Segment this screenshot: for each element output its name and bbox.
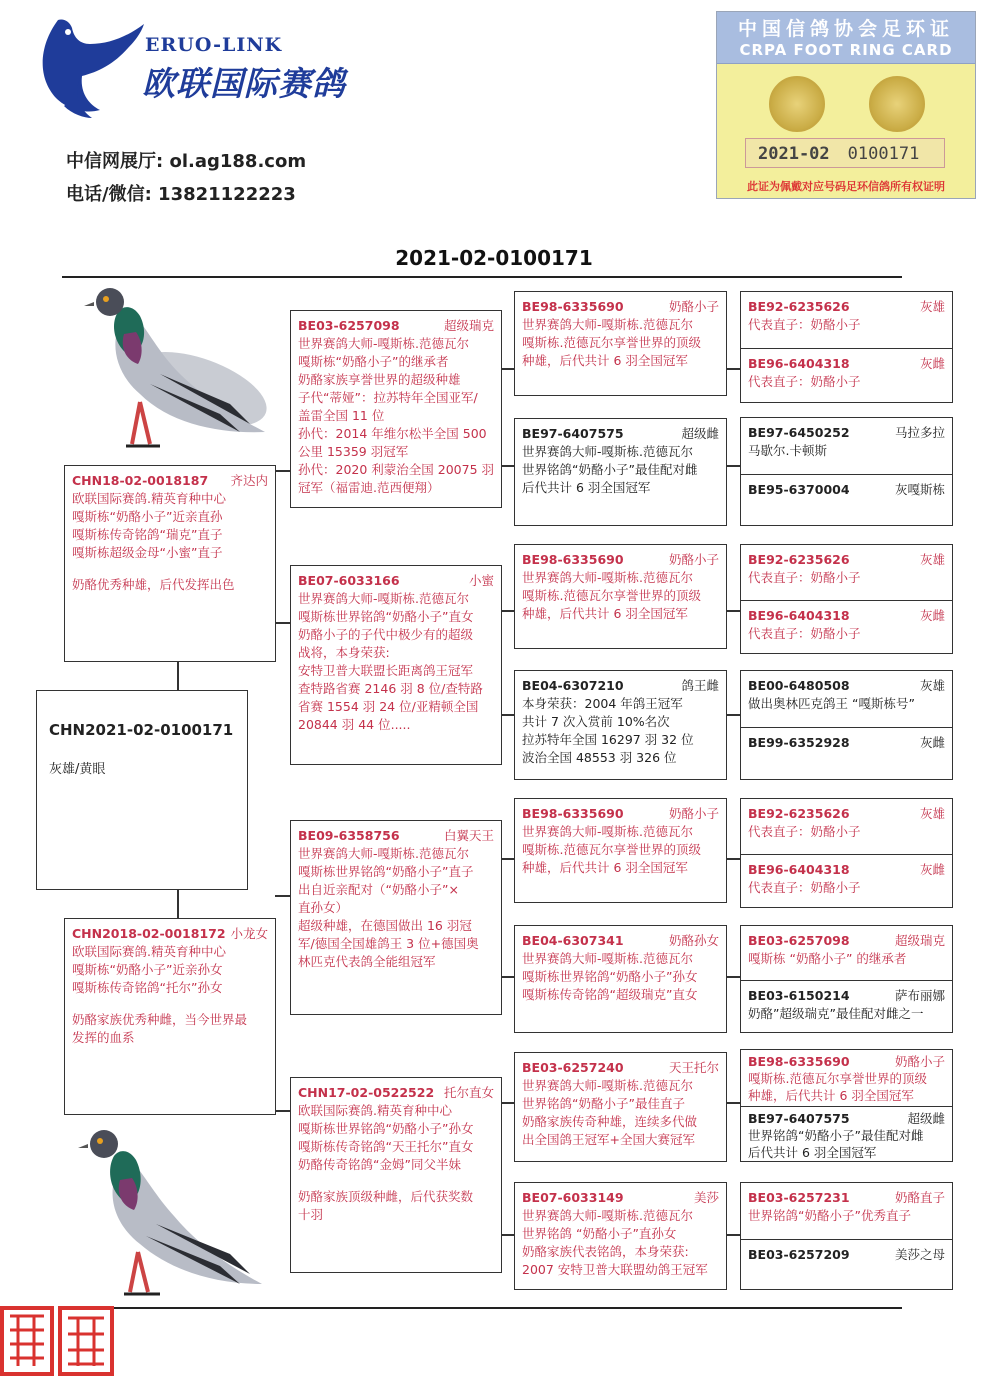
dam-dam-box [290,1077,502,1273]
connector-line [727,714,740,716]
pigeon-name: 奶酪小子 [668,552,719,567]
pigeon-name: 灰雄 [919,299,945,314]
pigeon-ring-number: BE07-6033149 [522,1190,624,1205]
pigeon-description: 世界铭鸽“奶酪小子”优秀直子 [748,1208,911,1223]
pigeon-description: 世界赛鸽大师-嘎斯栋.范德瓦尔 嘎斯栋世界铭鸽“奶酪小子”孙女 嘎斯栋传奇铭鸽“超级瑞克”直女 [522,951,698,1002]
pigeon-ring-number: BE09-6358756 [298,828,400,843]
subject-pigeon-box [36,690,248,890]
pigeon-ring-number: BE98-6335690 [748,1054,850,1069]
connector-line [502,714,514,716]
pigeon-name: 灰嘎斯栋 [894,482,945,497]
pigeon-description: 世界赛鸽大师-嘎斯栋.范德瓦尔 世界铭鸽“奶酪小子”最佳配对雌 后代共计 6 羽全国冠军 [522,444,698,495]
eruo-link-bird-logo [28,14,146,124]
sire-ring-number: CHN18-02-0018187 [72,473,209,488]
pigeon-name: 超级瑞克 [443,318,494,333]
pigeon-name: 灰雌 [919,356,945,371]
pigeon-name: 奶酪小子 [668,806,719,821]
pigeon-ring-number: BE96-6404318 [748,356,850,371]
pigeon-ring-number: BE07-6033166 [298,573,400,588]
pigeon-description: 世界赛鸽大师-嘎斯栋.范德瓦尔 嘎斯栋.范德瓦尔享誉世界的顶级 种雄，后代共计 6 羽全国冠军 [522,317,701,368]
pigeon-ring-number: BE00-6480508 [748,678,850,693]
pigeon-name: 奶酪孙女 [668,933,719,948]
pigeon-name: 灰雌 [919,608,945,623]
pigeon-description: 马歇尔.卡顿斯 [748,443,827,458]
connector-line [727,1234,740,1236]
gen3-box [514,291,727,396]
pigeon-name: 灰雄 [919,806,945,821]
pigeon-name: 白翼天王 [443,828,494,843]
connector-line [727,610,740,612]
pigeon-ring-number: BE97-6407575 [748,1111,850,1126]
gen4-pair-box [740,291,953,403]
dam-note: 奶酪家族优秀种雌，当今世界最 发挥的血系 [72,1012,248,1045]
sire-name: 齐达内 [230,473,268,488]
pigeon-name: 奶酪小子 [894,1054,945,1069]
pigeon-ring-number: BE99-6352928 [748,735,850,750]
connector-line [177,889,179,918]
pigeon-name: 超级雌 [907,1111,945,1126]
ring-number: 0100171 [847,144,920,164]
pigeon-name: 灰雌 [919,735,945,750]
pigeon-name: 托尔直女 [443,1085,494,1100]
dam-name: 小龙女 [230,926,268,941]
pigeon-ring-number: CHN17-02-0522522 [298,1085,435,1100]
pigeon-ring-number: BE03-6257231 [748,1190,850,1205]
ring-prefix: 2021-02 [758,144,830,164]
connector-line [502,610,514,612]
pigeon-description: 世界铭鸽“奶酪小子”最佳配对雌 后代共计 6 羽全国冠军 [748,1128,924,1160]
website-contact: 中信网展厅: ol.ag188.com [66,151,307,172]
connector-line [502,1234,514,1236]
pigeon-ring-number: BE97-6407575 [522,426,624,441]
pigeon-ring-number: BE92-6235626 [748,552,850,567]
pigeon-ring-number: BE03-6257209 [748,1247,850,1262]
pigeon-description: 本身荣获：2004 年鸽王冠军 共计 7 次入赏前 10%名次 拉苏特年全国 16297 羽 32 位 波治全国 48553 羽 326 位 [522,696,694,765]
pigeon-description: 世界赛鸽大师-嘎斯栋.范德瓦尔 嘎斯栋世界铭鸽“奶酪小子”直子 出自近亲配对（“奶酪小子”× 直孙女） 超级种雄，在德国做出 16 羽冠 军/德国全国雄鸽王 3 位+德国奥 林匹克代表鸽全能组冠军 [298,846,479,969]
gen3-box [514,670,727,780]
pigeon-name: 萨布丽娜 [894,988,945,1003]
gen4-pair-box [740,1049,953,1162]
pigeon-ring-number: BE04-6307210 [522,678,624,693]
ring-card-note: 此证为佩戴对应号码足环信鸽所有权证明 [747,180,945,193]
connector-line [727,465,740,467]
pigeon-name: 灰雄 [919,552,945,567]
pigeon-description: 世界赛鸽大师-嘎斯栋.范德瓦尔 嘎斯栋“奶酪小子”的继承者 奶酪家族享誉世界的超级种雄 子代“蒂娅”：拉苏特年全国亚军/ 盖雷全国 11 位 孙代：2014 年维尔松半全国 500 公里 15359 羽冠军 孙代：2020 利蒙治全国 20075 羽 冠军（福雷迪.范西便翔） [298,336,494,495]
ring-card-title-en: CRPA FOOT RING CARD [739,41,953,59]
pigeon-description: 世界赛鸽大师-嘎斯栋.范德瓦尔 嘎斯栋世界铭鸽“奶酪小子”直女 奶酪小子的子代中极少有的超级 战将，本身荣获: 安特卫普大联盟长距离鸽王冠军 查特路省赛 2146 羽 8 位/查特路 省赛 1554 羽 24 位/亚精顿全国 20844 羽 44 位..... [298,591,483,732]
pedigree-title: 2021-02-0100171 [395,246,593,270]
gen3-box [514,925,727,1033]
pigeon-ring-number: BE96-6404318 [748,862,850,877]
connector-line [275,1110,290,1112]
gen3-box [514,1052,727,1162]
pigeon-name: 超级雌 [681,426,719,441]
sire-sire-box [290,310,502,508]
connector-line [502,858,514,860]
connector-line [177,661,179,690]
gen3-box [514,544,727,649]
sire-description: 欧联国际赛鸽.精英育种中心 嘎斯栋“奶酪小子”近亲直孙 嘎斯栋传奇铭鸽“瑞克”直子 嘎斯栋超级金母“小蜜”直子 [72,491,226,560]
gen4-pair-box [740,798,953,908]
pigeon-ring-number: BE03-6257098 [748,933,850,948]
pigeon-description: 世界赛鸽大师-嘎斯栋.范德瓦尔 世界铭鸽 “奶酪小子”直孙女 奶酪家族代表铭鸽，本身荣获: 2007 安特卫普大联盟幼鸽王冠军 [522,1208,708,1277]
pigeon-note: 奶酪家族顶级种雌，后代获奖数 十羽 [298,1189,474,1222]
sire-box [64,465,276,662]
pigeon-description: 世界赛鸽大师-嘎斯栋.范德瓦尔 嘎斯栋.范德瓦尔享誉世界的顶级 种雄，后代共计 6 羽全国冠军 [522,570,701,621]
gen3-box [514,798,727,903]
logo-english-text: ERUO-LINK [145,34,283,56]
ring-number-field [745,138,945,168]
pigeon-ring-number: BE04-6307341 [522,933,624,948]
connector-line [502,976,514,978]
connector-line [502,368,514,370]
red-seal-stamp-icon [0,1300,115,1378]
pigeon-name: 天王托尔 [668,1060,719,1075]
foot-ring-card [716,11,976,199]
pigeon-description: 代表直子：奶酪小子 [748,570,861,585]
pigeon-description: 代表直子：奶酪小子 [748,824,861,839]
pigeon-ring-number: BE03-6257098 [298,318,400,333]
pigeon-ring-number: BE92-6235626 [748,299,850,314]
pigeon-ring-number: BE95-6370004 [748,482,850,497]
dam-pigeon-illustration [74,1124,264,1310]
pigeon-name: 小蜜 [468,573,494,588]
connector-line [727,368,740,370]
logo-chinese-text: 欧联国际赛鸽 [142,64,346,103]
bottom-divider [62,1307,902,1309]
subject-description: 灰雄/黄眼 [49,762,106,777]
sire-note: 奶酪优秀种雄，后代发挥出色 [72,577,235,592]
connector-line [727,976,740,978]
ring-card-header [717,12,975,64]
gen4-pair-box [740,417,953,526]
subject-ring-number: CHN2021-02-0100171 [49,721,234,739]
connector-line [727,1102,740,1104]
pigeon-ring-number: BE96-6404318 [748,608,850,623]
pigeon-description: 代表直子：奶酪小子 [748,374,861,389]
pigeon-description: 世界赛鸽大师-嘎斯栋.范德瓦尔 世界铭鸽“奶酪小子”最佳直子 奶酪家族传奇种雄，连续多代做 出全国鸽王冠军+全国大赛冠军 [522,1078,698,1147]
pigeon-ring-number: BE98-6335690 [522,806,624,821]
pigeon-description: 奶酪”超级瑞克”最佳配对雌之一 [748,1006,924,1021]
pigeon-name: 马拉多拉 [894,425,945,440]
gen3-box [514,418,727,526]
dam-ring-number: CHN2018-02-0018172 [72,926,226,941]
gen3-box [514,1182,727,1290]
gen4-pair-box [740,670,953,780]
dam-box [64,918,276,1115]
pigeon-name: 奶酪小子 [668,299,719,314]
connector-line [275,895,290,897]
pigeon-name: 灰雌 [919,862,945,877]
gen4-pair-box [740,544,953,654]
pigeon-description: 世界赛鸽大师-嘎斯栋.范德瓦尔 嘎斯栋.范德瓦尔享誉世界的顶级 种雄，后代共计 6 羽全国冠军 [522,824,701,875]
pigeon-ring-number: BE98-6335690 [522,552,624,567]
sire-dam-box [290,565,502,765]
pigeon-name: 奶酪直子 [894,1190,945,1205]
pigeon-ring-number: BE03-6150214 [748,988,850,1003]
connector-line [727,858,740,860]
gen4-pair-box [740,1182,953,1290]
pigeon-ring-number: BE98-6335690 [522,299,624,314]
dam-sire-box [290,820,502,1015]
pigeon-name: 灰雄 [919,678,945,693]
pigeon-description: 代表直子：奶酪小子 [748,317,861,332]
pigeon-name: 美莎之母 [894,1247,945,1262]
pigeon-name: 美莎 [693,1190,719,1205]
connector-line [502,465,514,467]
pigeon-description: 代表直子：奶酪小子 [748,880,861,895]
association-seal-icon [869,76,925,132]
pigeon-description: 嘎斯栋.范德瓦尔享誉世界的顶级 种雄，后代共计 6 羽全国冠军 [748,1071,927,1103]
sire-pigeon-illustration [80,284,270,464]
dam-description: 欧联国际赛鸽.精英育种中心 嘎斯栋“奶酪小子”近亲孙女 嘎斯栋传奇铭鸽“托尔”孙女 [72,944,226,995]
ring-card-title-cn: 中国信鸽协会足环证 [737,18,954,40]
pigeon-ring-number: BE97-6450252 [748,425,850,440]
pigeon-name: 超级瑞克 [894,933,945,948]
pigeon-description: 代表直子：奶酪小子 [748,626,861,641]
top-divider [62,276,902,278]
pigeon-description: 欧联国际赛鸽.精英育种中心 嘎斯栋世界铭鸽“奶酪小子”孙女 嘎斯栋传奇铭鸽“天王托尔”直女 奶酪传奇铭鸽“金姆”同父半妹 [298,1103,474,1172]
connector-line [275,622,290,624]
gen4-pair-box [740,925,953,1033]
connector-line [275,470,290,472]
globe-seal-icon [769,76,825,132]
pigeon-description: 做出奥林匹克鸽王 “嘎斯栋号” [748,696,915,711]
pigeon-description: 嘎斯栋 “奶酪小子” 的继承者 [748,951,907,966]
pigeon-ring-number: BE92-6235626 [748,806,850,821]
pigeon-ring-number: BE03-6257240 [522,1060,624,1075]
connector-line [502,1102,514,1104]
pigeon-name: 鸽王雌 [681,678,719,693]
phone-contact: 电话/微信: 13821122223 [66,184,296,205]
